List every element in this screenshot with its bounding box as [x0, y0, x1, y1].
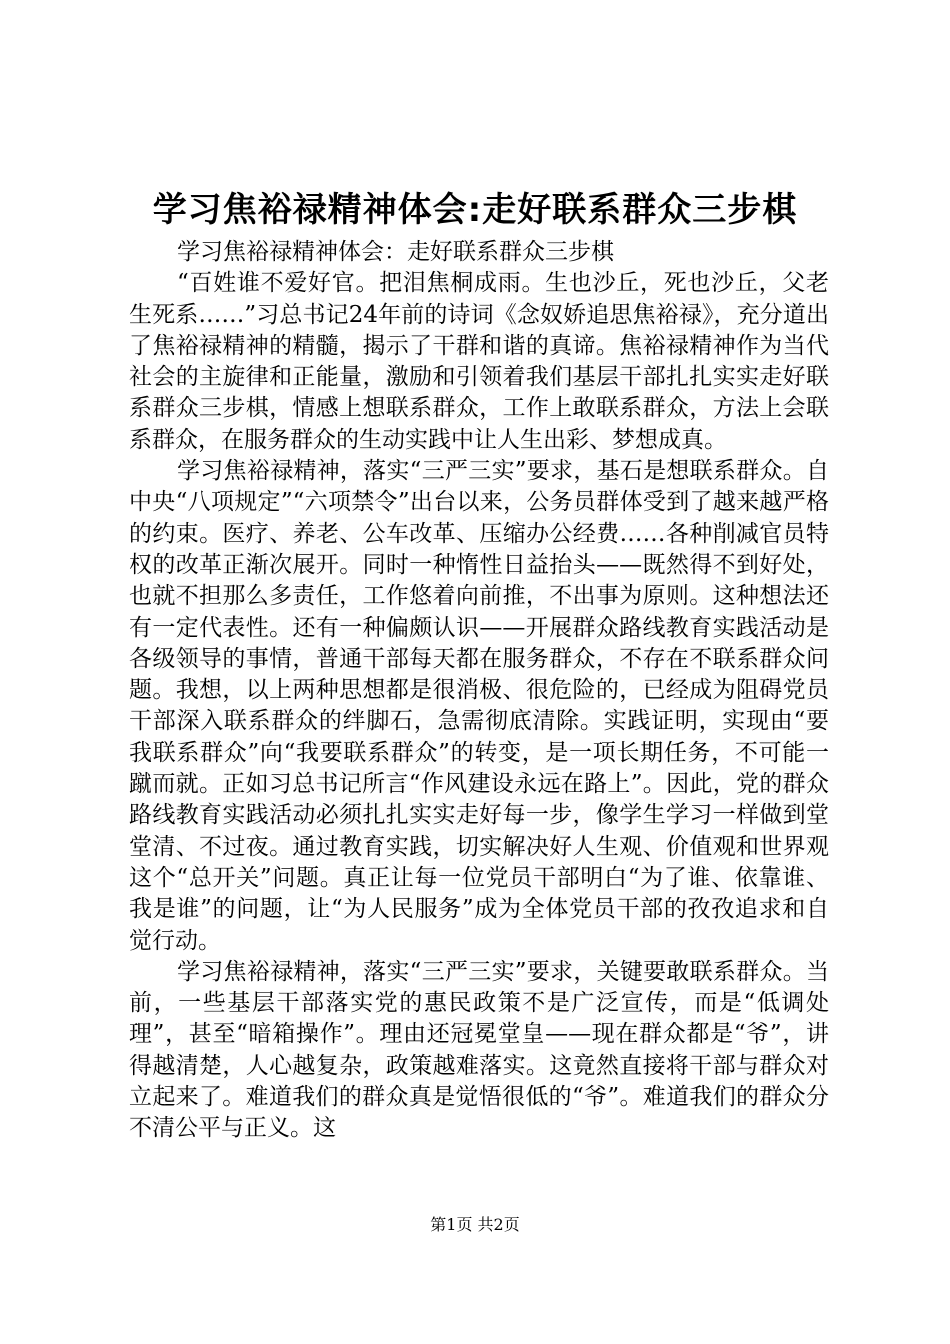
document-subtitle: 学习焦裕禄精神体会：走好联系群众三步棋	[177, 239, 614, 265]
paragraph-3: 学习焦裕禄精神，落实“三严三实”要求，关键要敢联系群众。当前，一些基层干部落实党的惠民政策不是广泛宣传，而是“低调处理”，甚至“暗箱操作”。理由还冠冕堂皇——现在群众都是“爷”，讲得越清楚，人心越复杂，政策越难落实。这竟然直接将干部与群众对立起来了。难道我们的群众真是觉悟很低的“爷”。难道我们的群众分不清公平与正义。这	[129, 958, 829, 1142]
paragraph-1: “百姓谁不爱好官。把泪焦桐成雨。生也沙丘，死也沙丘，父老生死系……”习总书记24年前的诗词《念奴娇追思焦裕禄》，充分道出了焦裕禄精神的精髓，揭示了干群和谐的真谛。焦裕禄精神作为当代社会的主旋律和正能量，激励和引领着我们基层干部扎扎实实走好联系群众三步棋，情感上想联系群众，工作上敢联系群众，方法上会联系群众，在服务群众的生动实践中让人生出彩、梦想成真。	[129, 270, 829, 453]
document-body	[129, 237, 829, 1145]
paragraph-2: 学习焦裕禄精神，落实“三严三实”要求，基石是想联系群众。自中央“八项规定”“六项禁令”出台以来，公务员群体受到了越来越严格的约束。医疗、养老、公车改革、压缩办公经费……各种削减官员特权的改革正渐次展开。同时一种惰性日益抬头——既然得不到好处，也就不担那么多责任，工作悠着向前推，不出事为原则。这种想法还有一定代表性。还有一种偏颇认识——开展群众路线教育实践活动是各级领导的事情，普通干部每天都在服务群众，不存在不联系群众问题。我想，以上两种思想都是很消极、很危险的，已经成为阻碍党员干部深入联系群众的绊脚石，急需彻底清除。实践证明，实现由“要我联系群众”向“我要联系群众”的转变，是一项长期任务，不可能一蹴而就。正如习总书记所言“作风建设永远在路上”。因此，党的群众路线教育实践活动必须扎扎实实走好每一步，像学生学习一样做到堂堂清、不过夜。通过教育实践，切实解决好人生观、价值观和世界观这个“总开关”问题。真正让每一位党员干部明白“为了谁、依靠谁、我是谁”的问题，让“为人民服务”成为全体党员干部的孜孜追求和自觉行动。	[129, 458, 829, 954]
page-footer: 第1页 共2页	[430, 1215, 520, 1234]
document-title: 学习焦裕禄精神体会:走好联系群众三步棋	[152, 190, 798, 230]
